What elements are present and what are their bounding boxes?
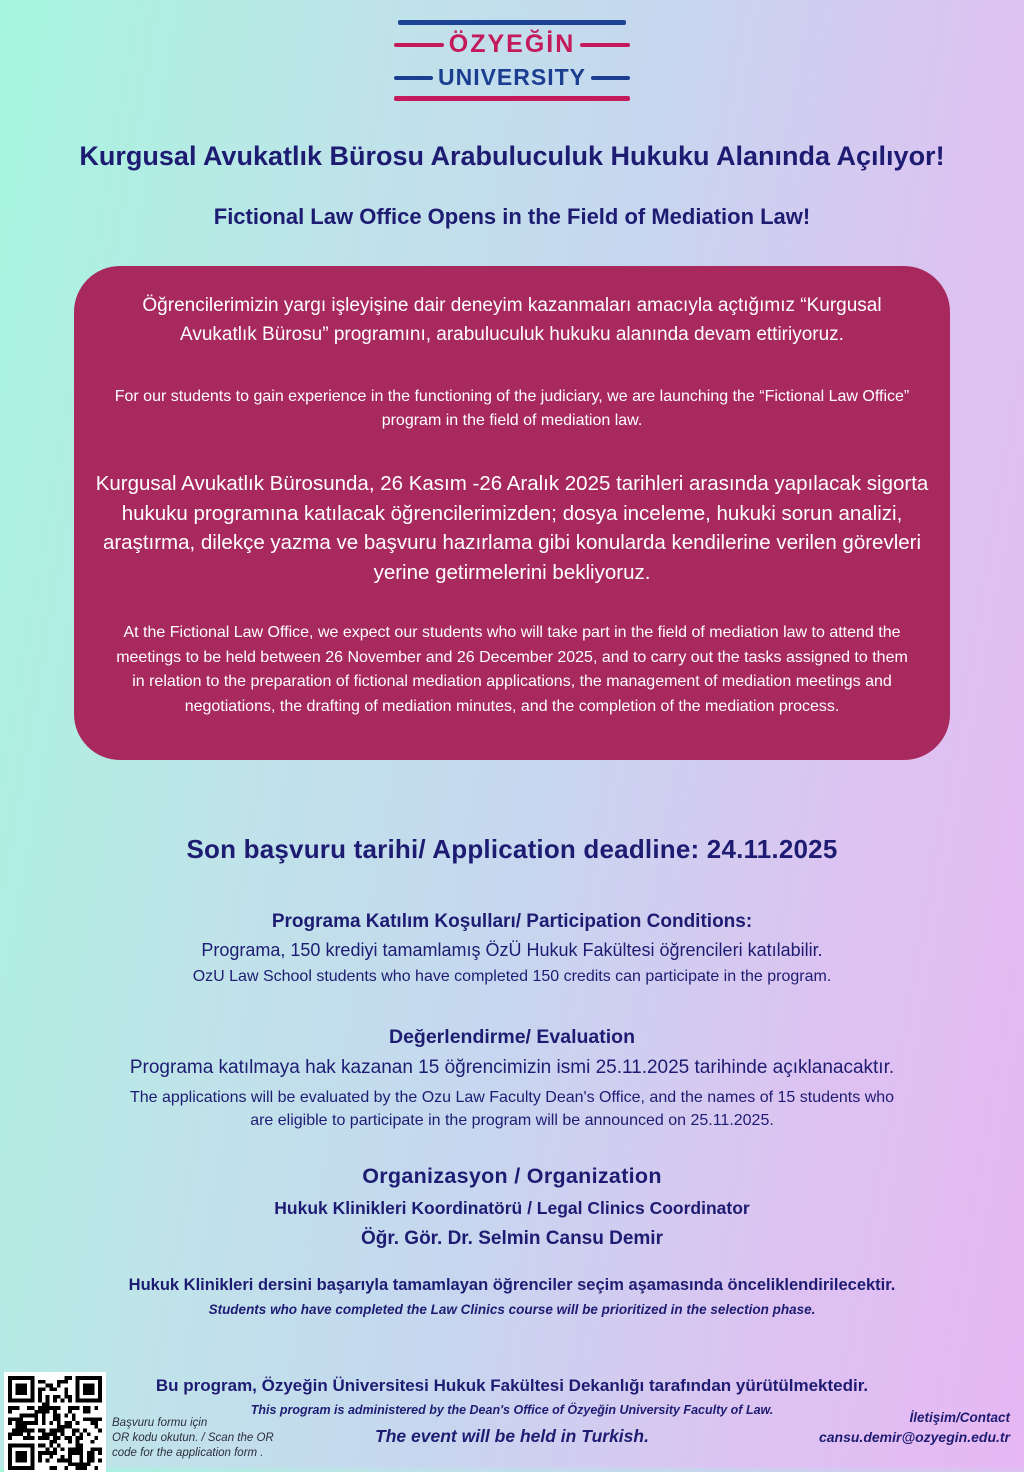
- priority-text-en: Students who have completed the Law Clinics course will be prioritized in the selection phase.: [208, 1302, 816, 1318]
- participation-text-tr: Programa, 150 krediyi tamamlamış ÖzÜ Hukuk Fakültesi öğrencileri katılabilir.: [201, 940, 823, 961]
- participation-section: [0, 911, 1024, 986]
- qr-caption-line-1: Başvuru formu için: [112, 1417, 208, 1429]
- qr-caption-line-3: code for the application form .: [112, 1447, 264, 1460]
- info-paragraph-tr-2: Kurgusal Avukatlık Bürosunda, 26 Kasım -26 Aralık 2025 tarihleri arasında yapılacak sigorta hukuku programına katılacak öğrencilerimizden; dosya inceleme, hukuki sorun analizi, araştırma, dilekçe yazma ve başvuru hazırlama gibi konularda kendilerine verilen görevleri yerine getirmelerini bekliyoruz.: [95, 472, 929, 585]
- contact-label: İletişim/Contact: [909, 1410, 1010, 1425]
- qr-caption-line-2: OR kodu okutun. / Scan the OR: [112, 1432, 274, 1445]
- logo-bottom-rule: [394, 96, 630, 101]
- evaluation-text-tr: Programa katılmaya hak kazanan 15 öğrencimizin ismi 25.11.2025 tarihinde açıklanacaktır.: [129, 1057, 895, 1079]
- evaluation-heading: Değerlendirme/ Evaluation: [389, 1026, 635, 1049]
- priority-note: [0, 1276, 1024, 1317]
- language-note: The event will be held in Turkish.: [375, 1426, 649, 1446]
- info-paragraph-en-2: At the Fictional Law Office, we expect our students who will take part in the field of mediation law to attend the meetings to be held between 26 November and 26 December 2025, and to carry out the tasks assigned to them in relation to the preparation of fictional mediation applications, the management of mediation meetings and negotiations, the drafting of mediation minutes, and the completion of the mediation process.: [116, 623, 908, 716]
- logo-left-rule: [394, 43, 444, 47]
- contact-email: cansu.demir@ozyegin.edu.tr: [818, 1429, 1010, 1445]
- logo-right-rule: [580, 43, 630, 47]
- evaluation-section: [0, 1026, 1024, 1132]
- evaluation-text-en: The applications will be evaluated by the Ozu Law Faculty Dean's Office, and the names of 15 students who are eligible to participate in the program will be announced on 25.11.2025.: [129, 1089, 895, 1130]
- poster: [0, 20, 1024, 1468]
- headline-turkish: Kurgusal Avukatlık Bürosu Arabuluculuk Hukuku Alanında Açılıyor!: [79, 141, 945, 171]
- qr-caption: [112, 1416, 274, 1462]
- headline-english: Fictional Law Office Opens in the Field of Mediation Law!: [213, 204, 811, 229]
- info-box: [74, 266, 950, 760]
- logo-right-rule-2: [591, 76, 630, 80]
- organization-section: [0, 1164, 1024, 1250]
- organization-heading: Organizasyon / Organization: [362, 1164, 662, 1189]
- participation-heading: Programa Katılım Koşulları/ Participation Conditions:: [271, 911, 753, 933]
- logo-word-ozyegin: ÖZYEĞİN: [448, 30, 576, 58]
- logo-left-rule-2: [394, 76, 433, 80]
- priority-text-tr: Hukuk Klinikleri dersini başarıyla tamamlayan öğrenciler seçim aşamasında önceliklendirilecektir.: [128, 1276, 896, 1295]
- logo-top-rule: [398, 20, 626, 25]
- qr-code: [4, 1372, 106, 1472]
- qr-code-image: [8, 1376, 102, 1470]
- logo-word-university: UNIVERSITY: [437, 64, 587, 90]
- footer: [0, 1350, 1024, 1468]
- organization-role: Hukuk Klinikleri Koordinatörü / Legal Clinics Coordinator: [274, 1198, 750, 1219]
- info-paragraph-tr-1: Öğrencilerimizin yargı işleyişine dair deneyim kazanmaları amacıyla açtığımız “Kurgusal Avukatlık Bürosu” programını, arabuluculuk hukuku alanında devam ettiriyoruz.: [142, 295, 882, 345]
- participation-text-en: OzU Law School students who have completed 150 credits can participate in the program.: [192, 968, 832, 986]
- administered-by-turkish: Bu program, Özyeğin Üniversitesi Hukuk Fakültesi Dekanlığı tarafından yürütülmektedir.: [155, 1376, 869, 1395]
- university-logo: [394, 20, 630, 101]
- organization-name: Öğr. Gör. Dr. Selmin Cansu Demir: [361, 1228, 663, 1250]
- application-deadline: Son başvuru tarihi/ Application deadline: 24.11.2025: [186, 834, 838, 865]
- contact-block: [819, 1410, 1010, 1445]
- administered-by-english: This program is administered by the Dean's Office of Özyeğin University Faculty of Law.: [250, 1403, 774, 1417]
- info-paragraph-en-1: For our students to gain experience in the functioning of the judiciary, we are launching the “Fictional Law Office” program in the field of mediation law.: [114, 388, 910, 429]
